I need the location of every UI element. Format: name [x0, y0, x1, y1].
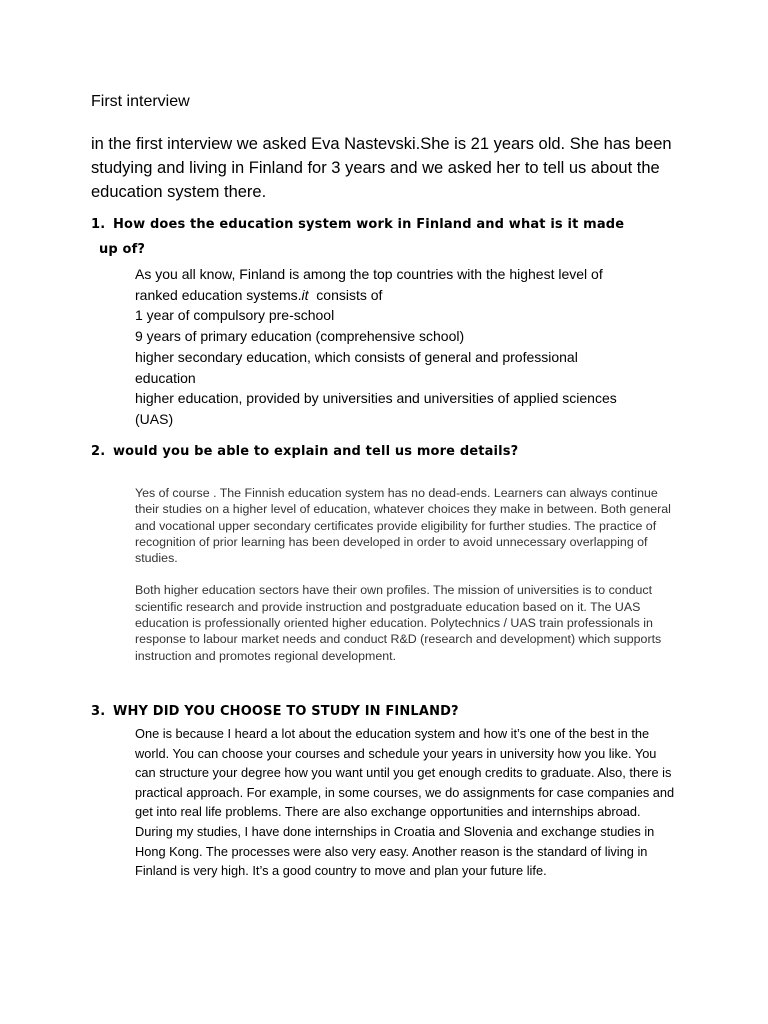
answer-line: 9 years of primary education (comprehensive school) — [135, 328, 465, 345]
question-text-line-2: up of? — [99, 241, 146, 257]
question-3 — [91, 700, 691, 725]
question-text-line-1: How does the education system work in Finland and what is it made — [113, 217, 625, 232]
question-number: 1. — [91, 217, 106, 232]
answer-text: ranked education systems. — [135, 286, 302, 303]
answer-line: higher education, provided by universities and universities of applied sciences — [135, 390, 617, 407]
question-number: 2. — [91, 444, 106, 459]
answer-line: (UAS) — [135, 410, 174, 427]
page-title: First interview — [91, 93, 190, 110]
question-text: WHY DID YOU CHOOSE TO STUDY IN FINLAND? — [113, 704, 459, 719]
question-number: 3. — [91, 704, 106, 719]
question-2 — [91, 440, 691, 465]
answer-line — [135, 285, 617, 306]
answer-line: As you all know, Finland is among the top countries with the highest level of — [135, 266, 603, 282]
question-1 — [91, 213, 691, 262]
answer-italic-text: it — [301, 286, 309, 303]
answer-line: education — [135, 369, 196, 386]
answer-paragraph: Yes of course . The Finnish education system has no dead-ends. Learners can always continue their studies on a higher level of education, whatever choices they make in between. Both general and vocational upper secondary certificates provide eligibility for further studies. The practice of recognition of prior learning has been developed in order to avoid unnecessary overlapping of studies. — [135, 486, 671, 566]
answer-text: consists of — [308, 286, 383, 303]
answer-paragraph: Both higher education sectors have their own profiles. The mission of universities is to conduct scientific research and provide instruction and postgraduate education based on it. The UAS education is professionally oriented higher education. Polytechnics / UAS train professionals in response to labour market needs and conduct R&D (research and development) which supports instruction and promotes regional development. — [135, 583, 662, 663]
answer-line: higher secondary education, which consists of general and professional — [135, 348, 578, 365]
answer-3: One is because I heard a lot about the education system and how it’s one of the best in the world. You can choose your courses and schedule your years in university how you like. You can structure your degree how you want until you get enough credits to graduate. Also, there is practical approach. For example, in some courses, we do assignments for case companies and get into real life problems. There are also exchange opportunities and internships abroad. During my studies, I have done internships in Croatia and Slovenia and exchange studies in Hong Kong. The processes were also very easy. Another reason is the standard of living in Finland is very high. It’s a good country to move and plan your future life. — [135, 726, 675, 879]
intro-paragraph: in the first interview we asked Eva Nastevski.She is 21 years old. She has been studying and living in Finland for 3 years and we asked her to tell us about the education system there. — [91, 135, 672, 201]
answer-1 — [135, 264, 617, 430]
answer-line: 1 year of compulsory pre-school — [135, 307, 335, 324]
answer-2 — [135, 485, 675, 664]
question-text: would you be able to explain and tell us more details? — [113, 444, 519, 459]
